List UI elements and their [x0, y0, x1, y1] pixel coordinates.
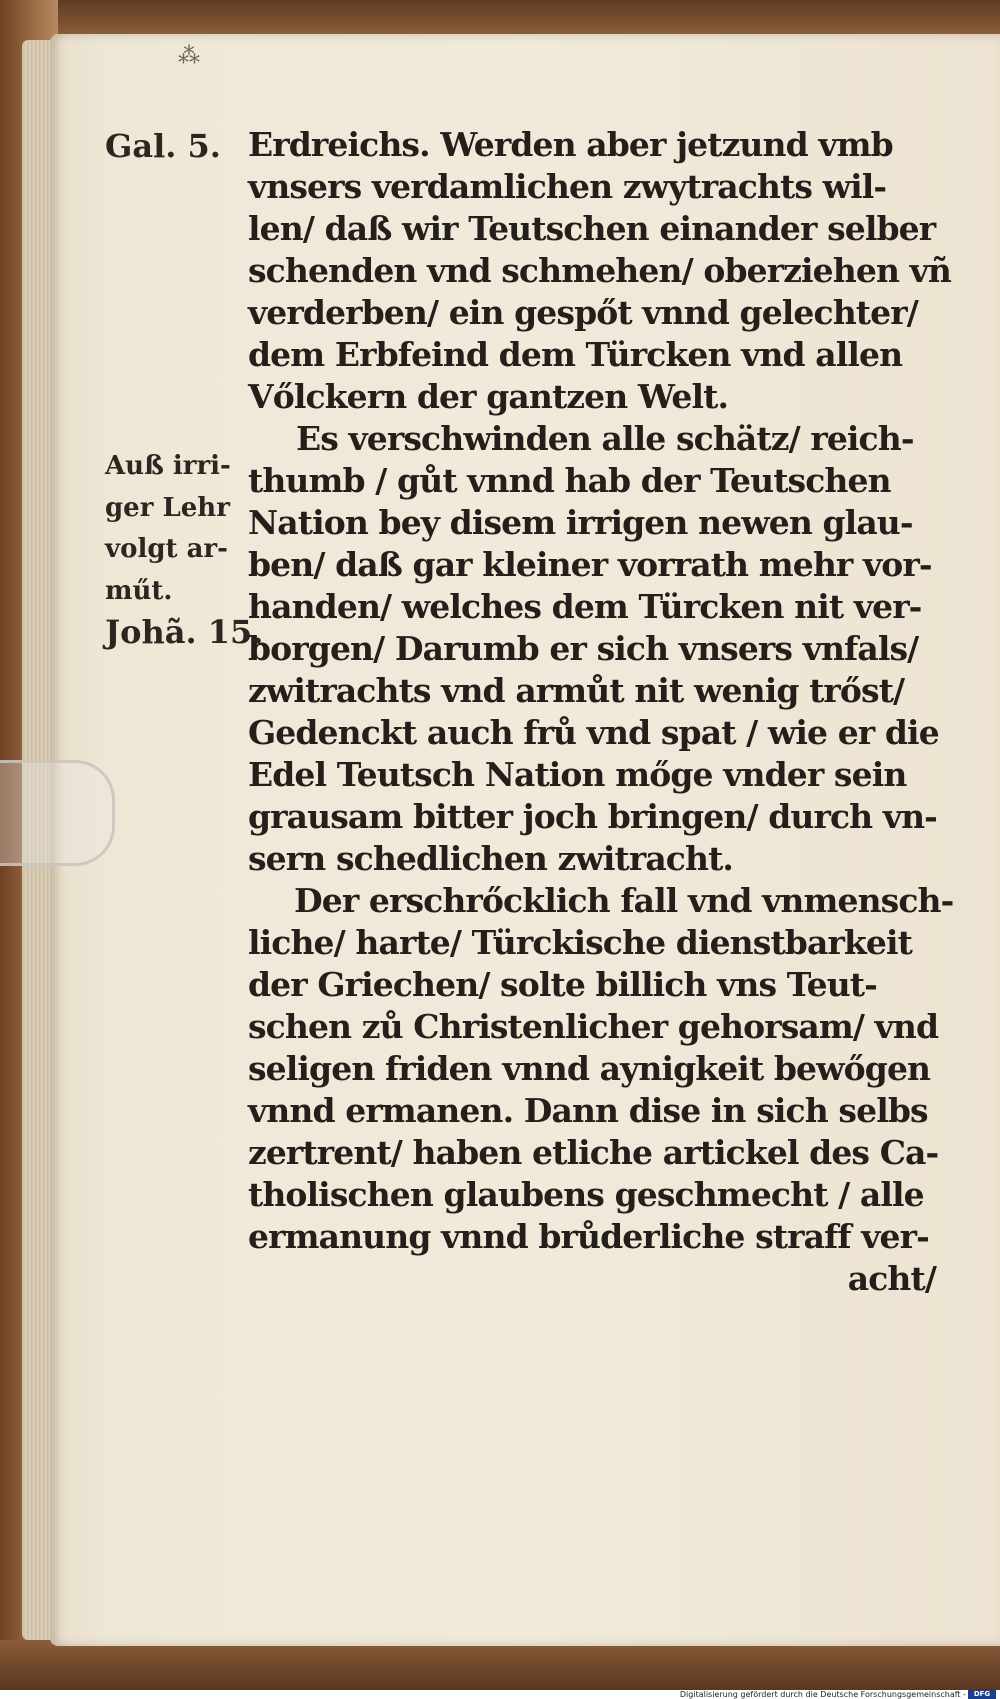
margin-note-irriger-lehr: [105, 446, 231, 612]
text-line: vnnd ermanen. Dann dise in sich selbs: [248, 1091, 928, 1130]
printer-ornament-mark: ⁂: [178, 44, 200, 69]
text-line: Erdreichs. Werden aber jetzund vmb: [248, 125, 893, 164]
text-line: dem Erbfeind dem Türcken vnd allen: [248, 335, 903, 374]
text-line: Es verschwinden alle schätz/ reich-: [296, 419, 914, 458]
binding-bottom-edge: [0, 1640, 1000, 1690]
margin-note-line: volgt ar-: [105, 534, 228, 564]
binding-top-edge: [0, 0, 1000, 36]
dfg-logo: DFG: [968, 1690, 996, 1699]
text-line: sern schedlichen zwitracht.: [248, 839, 734, 878]
catchword: acht/: [847, 1259, 936, 1298]
text-line: grausam bitter joch bringen/ durch vn-: [248, 797, 937, 836]
text-line: Edel Teutsch Nation mőge vnder sein: [248, 755, 907, 794]
body-text: [248, 124, 954, 1300]
text-line: thumb / gůt vnnd hab der Teutschen: [248, 461, 891, 500]
text-line: schen zů Christenlicher gehorsam/ vnd: [248, 1007, 939, 1046]
text-line: der Griechen/ solte billich vns Teut-: [248, 965, 877, 1004]
text-line: Vőlckern der gantzen Welt.: [248, 377, 729, 416]
margin-note-line: műt.: [105, 575, 173, 606]
text-line: Nation bey disem irrigen newen glau-: [248, 503, 913, 542]
text-line: tholischen glaubens geschmecht / alle: [248, 1175, 924, 1214]
margin-note-line: Auß irri-: [105, 451, 231, 481]
text-line: seligen friden vnnd aynigkeit bewőgen: [248, 1049, 931, 1088]
footer-credit: Digitalisierung gefördert durch die Deutsche Forschungsgemeinschaft -: [679, 1690, 966, 1699]
text-line: handen/ welches dem Türcken nit ver-: [248, 587, 922, 626]
text-line: vnsers verdamlichen zwytrachts wil-: [248, 167, 887, 206]
margin-note-line: ger Lehr: [105, 492, 230, 523]
text-line: Gedenckt auch frů vnd spat / wie er die: [248, 713, 939, 752]
text-line: Der erschrőcklich fall vnd vnmensch-: [294, 881, 954, 920]
text-line: ben/ daß gar kleiner vorrath mehr vor-: [248, 545, 932, 584]
digitization-footer: [0, 1690, 1000, 1699]
text-line: len/ daß wir Teutschen einander selber: [248, 209, 936, 248]
text-line: borgen/ Darumb er sich vnsers vnfals/: [248, 629, 919, 668]
margin-note-gal: Gal. 5.: [105, 127, 221, 165]
text-line: verderben/ ein gespőt vnnd gelechter/: [248, 293, 918, 332]
text-line: zertrent/ haben etliche artickel des Ca-: [248, 1133, 939, 1172]
text-line: schenden vnd schmehen/ oberziehen vñ: [248, 251, 952, 290]
margin-note-joha: Johã. 15.: [105, 613, 264, 651]
bookmark-clip: [0, 760, 115, 866]
text-line: liche/ harte/ Türckische dienstbarkeit: [248, 923, 912, 962]
text-line: ermanung vnnd brůderliche straff ver-: [248, 1217, 929, 1256]
text-line: zwitrachts vnd armůt nit wenig trőst/: [248, 671, 905, 710]
